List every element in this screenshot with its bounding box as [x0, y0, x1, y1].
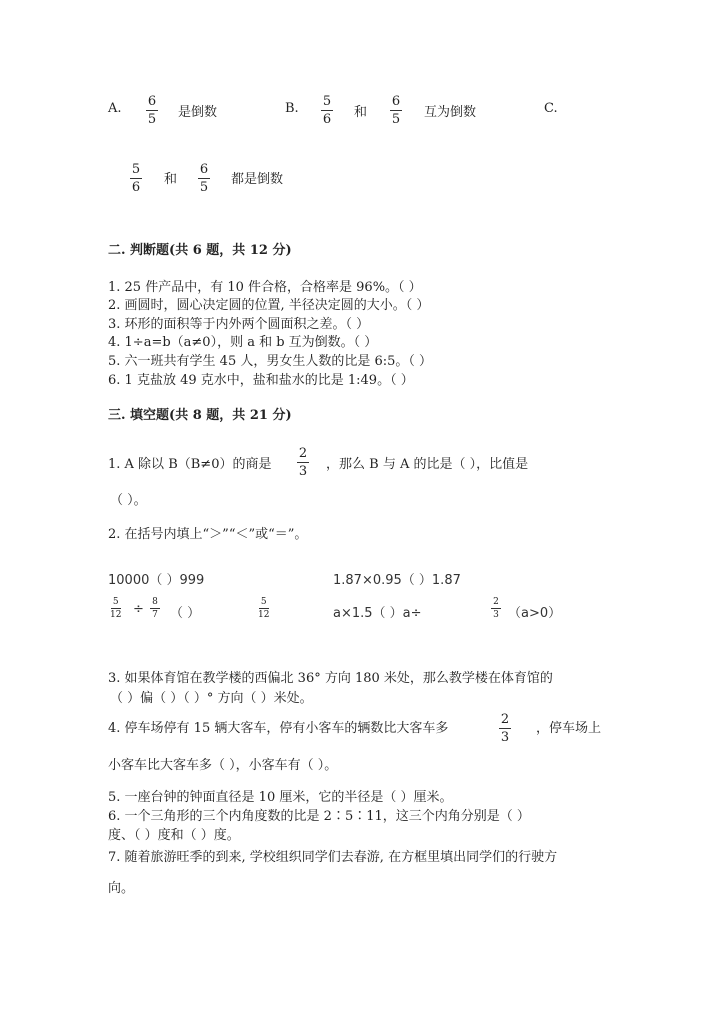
- fraction-denominator: 3: [298, 464, 308, 479]
- fraction-denominator: 12: [110, 610, 122, 620]
- option-c-label: C.: [544, 101, 558, 116]
- fraction-numerator: 6: [199, 162, 209, 177]
- judge-item-6: 6. 1 克盐放 49 克水中，盐和盐水的比是 1:49。（ ）: [108, 373, 414, 388]
- compare-fraction-2: [150, 597, 160, 620]
- option-b-label: B.: [285, 101, 299, 116]
- option-c-fraction-1: [130, 162, 142, 195]
- section-2-heading: 二. 判断题(共 6 题，共 12 分): [108, 243, 292, 258]
- option-a-label: A.: [108, 101, 122, 116]
- fill-q4-prefix: 4. 停车场停有 15 辆大客车，停有小客车的辆数比大客车多: [108, 721, 449, 736]
- option-b-text: 互为倒数: [424, 105, 477, 120]
- fraction-denominator: 5: [147, 112, 157, 127]
- compare-item-4-left: a×1.5（ ）a÷: [333, 606, 422, 621]
- compare-item-2: 1.87×0.95（ ）1.87: [333, 573, 461, 588]
- fraction-numerator: 6: [147, 94, 157, 109]
- fill-q7-line2: 向。: [108, 881, 135, 896]
- option-a-fraction: [146, 94, 158, 127]
- fraction-denominator: 3: [500, 730, 510, 745]
- judge-item-4: 4. 1÷a=b（a≠0），则 a 和 b 互为倒数。（ ）: [108, 335, 378, 350]
- judge-item-1: 1. 25 件产品中，有 10 件合格，合格率是 96%。（ ）: [108, 280, 422, 295]
- fill-q7-line1: 7. 随着旅游旺季的到来, 学校组织同学们去春游, 在方框里填出同学们的行驶方: [108, 850, 558, 865]
- option-a-text: 是倒数: [178, 105, 218, 120]
- fill-q6-line2: 度、（ ）度和（ ）度。: [108, 828, 240, 843]
- option-c-text: 都是倒数: [231, 172, 284, 187]
- fraction-denominator: 6: [131, 180, 141, 195]
- fill-q1-fraction: [297, 446, 309, 479]
- fraction-denominator: 6: [322, 112, 332, 127]
- fill-q6-line1: 6. 一个三角形的三个内角度数的比是 2∶5∶11，这三个内角分别是（ ）: [108, 809, 530, 824]
- fill-q4-fraction: [499, 712, 511, 745]
- fraction-numerator: 2: [298, 446, 308, 461]
- judge-item-5: 5. 六一班共有学生 45 人，男女生人数的比是 6:5。（ ）: [108, 354, 433, 369]
- fraction-denominator: 7: [152, 610, 158, 620]
- option-b-fraction-1: [321, 94, 333, 127]
- fill-q2-text: 2. 在括号内填上“＞”“＜”或“＝”。: [108, 527, 308, 542]
- judge-item-3: 3. 环形的面积等于内外两个圆面积之差。（ ）: [108, 317, 370, 332]
- fraction-numerator: 8: [152, 597, 158, 607]
- option-c-fraction-2: [198, 162, 210, 195]
- option-c-and: 和: [164, 172, 178, 187]
- fill-q1-prefix: 1. A 除以 B（B≠0）的商是: [108, 457, 272, 472]
- compare-fraction-3: [258, 597, 269, 620]
- fill-q1-line2: （ ）。: [110, 493, 147, 508]
- fill-q5: 5. 一座台钟的钟面直径是 10 厘米，它的半径是（ ）厘米。: [108, 790, 453, 805]
- fraction-numerator: 2: [493, 597, 499, 607]
- option-b-and: 和: [354, 105, 368, 120]
- compare-paren: （ ）: [170, 606, 201, 621]
- fraction-numerator: 5: [112, 597, 119, 607]
- section-3-heading: 三. 填空题(共 8 题，共 21 分): [108, 408, 292, 423]
- judge-item-2: 2. 画圆时，圆心决定圆的位置, 半径决定圆的大小。（ ）: [108, 298, 430, 313]
- fill-q4-suffix: ，停车场上: [536, 721, 602, 736]
- fraction-denominator: 5: [391, 112, 401, 127]
- fraction-numerator: 2: [500, 712, 510, 727]
- compare-fraction-1: [110, 597, 121, 620]
- fraction-denominator: 12: [258, 610, 270, 620]
- compare-item-4-right: （a>0）: [508, 606, 562, 621]
- compare-divide-sign: ÷: [133, 602, 144, 617]
- fill-q3-line2: （ ）偏（ ）（ ）° 方向（ ）米处。: [110, 691, 313, 706]
- fill-q4-line2: 小客车比大客车多（ ），小客车有（ ）。: [108, 758, 338, 773]
- compare-item-4-fraction: [491, 597, 501, 620]
- fill-q1-suffix: ，那么 B 与 A 的比是（ ），比值是: [326, 457, 529, 472]
- compare-item-1: 10000（ ）999: [108, 573, 205, 588]
- fraction-denominator: 3: [493, 610, 499, 620]
- fraction-numerator: 5: [131, 162, 141, 177]
- fraction-denominator: 5: [199, 180, 209, 195]
- fraction-numerator: 5: [322, 94, 332, 109]
- fill-q3-line1: 3. 如果体育馆在教学楼的西偏北 36° 方向 180 米处，那么教学楼在体育馆的: [108, 671, 553, 686]
- option-b-fraction-2: [390, 94, 402, 127]
- fraction-numerator: 6: [391, 94, 401, 109]
- fraction-numerator: 5: [260, 597, 267, 607]
